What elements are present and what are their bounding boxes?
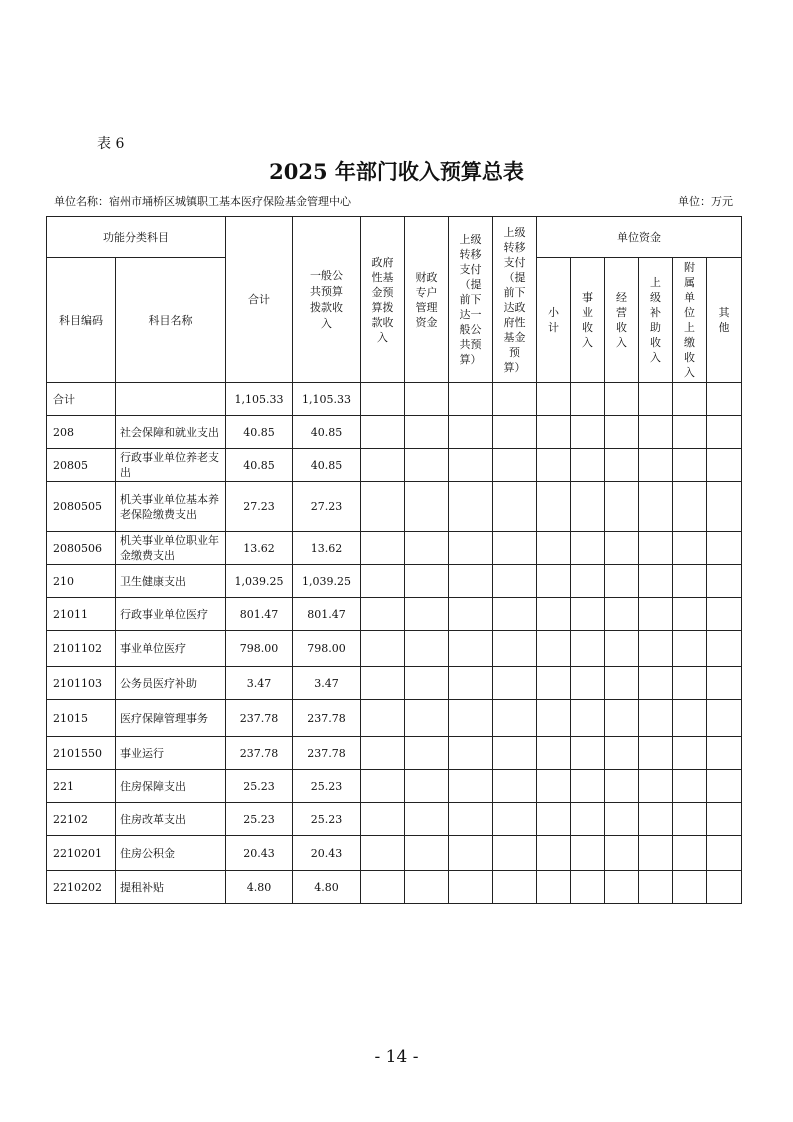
header-general-budget: 一般公共预算拨款收入 bbox=[293, 217, 361, 383]
row-empty-cell bbox=[493, 737, 537, 770]
row-general-budget: 3.47 bbox=[293, 667, 361, 700]
row-empty-cell bbox=[571, 737, 605, 770]
row-empty-cell bbox=[493, 631, 537, 667]
row-empty-cell bbox=[361, 871, 405, 904]
header-total: 合计 bbox=[226, 217, 293, 383]
row-code: 210 bbox=[47, 565, 116, 598]
row-empty-cell bbox=[493, 598, 537, 631]
header-func-category: 功能分类科目 bbox=[47, 217, 226, 258]
row-empty-cell bbox=[405, 700, 449, 737]
row-empty-cell bbox=[707, 700, 742, 737]
row-empty-cell bbox=[493, 449, 537, 482]
row-general-budget: 25.23 bbox=[293, 803, 361, 836]
row-empty-cell bbox=[605, 383, 639, 416]
row-empty-cell bbox=[639, 631, 673, 667]
row-empty-cell bbox=[571, 770, 605, 803]
row-name: 事业单位医疗 bbox=[116, 631, 226, 667]
row-empty-cell bbox=[493, 482, 537, 532]
table-row bbox=[47, 532, 742, 565]
table-number: 表 6 bbox=[97, 136, 125, 152]
row-name: 医疗保障管理事务 bbox=[116, 700, 226, 737]
row-empty-cell bbox=[571, 532, 605, 565]
table-row bbox=[47, 871, 742, 904]
row-empty-cell bbox=[361, 700, 405, 737]
row-total: 40.85 bbox=[226, 416, 293, 449]
row-empty-cell bbox=[449, 871, 493, 904]
row-code: 21015 bbox=[47, 700, 116, 737]
row-empty-cell bbox=[571, 416, 605, 449]
row-general-budget: 1,039.25 bbox=[293, 565, 361, 598]
row-empty-cell bbox=[405, 770, 449, 803]
unit-label: 单位：万元 bbox=[678, 195, 733, 208]
table-row bbox=[47, 700, 742, 737]
row-total: 237.78 bbox=[226, 700, 293, 737]
row-empty-cell bbox=[571, 383, 605, 416]
table-row bbox=[47, 416, 742, 449]
row-empty-cell bbox=[605, 631, 639, 667]
row-empty-cell bbox=[673, 482, 707, 532]
row-empty-cell bbox=[449, 737, 493, 770]
header-special-fund: 财政专户管理资金 bbox=[405, 217, 449, 383]
row-empty-cell bbox=[673, 416, 707, 449]
row-empty-cell bbox=[537, 532, 571, 565]
row-empty-cell bbox=[449, 700, 493, 737]
row-empty-cell bbox=[605, 803, 639, 836]
row-total: 20.43 bbox=[226, 836, 293, 871]
row-empty-cell bbox=[537, 803, 571, 836]
row-empty-cell bbox=[361, 532, 405, 565]
row-empty-cell bbox=[361, 631, 405, 667]
row-total: 25.23 bbox=[226, 803, 293, 836]
row-empty-cell bbox=[605, 532, 639, 565]
row-empty-cell bbox=[639, 667, 673, 700]
row-empty-cell bbox=[639, 871, 673, 904]
row-empty-cell bbox=[639, 482, 673, 532]
header-transfer-fund: 上级转移支付（提前下达政府性基金预算） bbox=[493, 217, 537, 383]
row-empty-cell bbox=[673, 836, 707, 871]
row-empty-cell bbox=[707, 532, 742, 565]
row-total: 1,039.25 bbox=[226, 565, 293, 598]
row-empty-cell bbox=[639, 737, 673, 770]
row-empty-cell bbox=[493, 667, 537, 700]
row-name: 公务员医疗补助 bbox=[116, 667, 226, 700]
row-empty-cell bbox=[493, 565, 537, 598]
header-gov-fund: 政府性基金预算拨款收入 bbox=[361, 217, 405, 383]
row-code: 2080505 bbox=[47, 482, 116, 532]
row-empty-cell bbox=[405, 383, 449, 416]
row-general-budget: 13.62 bbox=[293, 532, 361, 565]
row-empty-cell bbox=[361, 598, 405, 631]
row-empty-cell bbox=[605, 700, 639, 737]
row-empty-cell bbox=[707, 416, 742, 449]
row-empty-cell bbox=[571, 449, 605, 482]
row-empty-cell bbox=[405, 416, 449, 449]
row-total: 3.47 bbox=[226, 667, 293, 700]
row-empty-cell bbox=[639, 416, 673, 449]
row-empty-cell bbox=[639, 770, 673, 803]
header-subtotal: 小计 bbox=[537, 258, 571, 383]
row-empty-cell bbox=[605, 836, 639, 871]
row-empty-cell bbox=[449, 383, 493, 416]
row-empty-cell bbox=[493, 416, 537, 449]
row-code: 20805 bbox=[47, 449, 116, 482]
row-empty-cell bbox=[707, 871, 742, 904]
row-total: 27.23 bbox=[226, 482, 293, 532]
row-empty-cell bbox=[605, 737, 639, 770]
header-transfer-general: 上级转移支付（提前下达一般公共预算） bbox=[449, 217, 493, 383]
table-row bbox=[47, 803, 742, 836]
row-name: 提租补贴 bbox=[116, 871, 226, 904]
row-empty-cell bbox=[361, 803, 405, 836]
row-empty-cell bbox=[493, 700, 537, 737]
row-empty-cell bbox=[707, 667, 742, 700]
row-empty-cell bbox=[673, 737, 707, 770]
row-name: 卫生健康支出 bbox=[116, 565, 226, 598]
row-empty-cell bbox=[405, 631, 449, 667]
row-name: 机关事业单位基本养老保险缴费支出 bbox=[116, 482, 226, 532]
row-empty-cell bbox=[571, 482, 605, 532]
row-general-budget: 1,105.33 bbox=[293, 383, 361, 416]
row-empty-cell bbox=[493, 383, 537, 416]
row-empty-cell bbox=[361, 383, 405, 416]
header-code: 科目编码 bbox=[47, 258, 116, 383]
row-empty-cell bbox=[571, 836, 605, 871]
row-empty-cell bbox=[707, 449, 742, 482]
row-empty-cell bbox=[449, 803, 493, 836]
table-row bbox=[47, 631, 742, 667]
row-empty-cell bbox=[707, 737, 742, 770]
page-title: 2025 年部门收入预算总表 bbox=[269, 159, 524, 184]
row-empty-cell bbox=[571, 631, 605, 667]
row-empty-cell bbox=[537, 770, 571, 803]
row-empty-cell bbox=[673, 532, 707, 565]
row-total: 798.00 bbox=[226, 631, 293, 667]
table-row bbox=[47, 737, 742, 770]
row-name: 机关事业单位职业年金缴费支出 bbox=[116, 532, 226, 565]
row-empty-cell bbox=[361, 836, 405, 871]
row-empty-cell bbox=[361, 737, 405, 770]
row-name: 行政事业单位医疗 bbox=[116, 598, 226, 631]
row-empty-cell bbox=[405, 532, 449, 565]
table-row bbox=[47, 598, 742, 631]
header-name: 科目名称 bbox=[116, 258, 226, 383]
table-row bbox=[47, 667, 742, 700]
row-code: 208 bbox=[47, 416, 116, 449]
row-empty-cell bbox=[571, 598, 605, 631]
row-empty-cell bbox=[537, 482, 571, 532]
header-subsidy-income: 上级补助收入 bbox=[639, 258, 673, 383]
row-empty-cell bbox=[707, 482, 742, 532]
row-empty-cell bbox=[449, 532, 493, 565]
row-empty-cell bbox=[361, 667, 405, 700]
row-general-budget: 798.00 bbox=[293, 631, 361, 667]
row-empty-cell bbox=[639, 836, 673, 871]
row-empty-cell bbox=[449, 449, 493, 482]
row-general-budget: 237.78 bbox=[293, 737, 361, 770]
row-empty-cell bbox=[605, 416, 639, 449]
row-empty-cell bbox=[673, 565, 707, 598]
row-empty-cell bbox=[449, 631, 493, 667]
row-general-budget: 40.85 bbox=[293, 416, 361, 449]
row-code: 21011 bbox=[47, 598, 116, 631]
row-name: 住房保障支出 bbox=[116, 770, 226, 803]
unit-name: 单位名称：宿州市埇桥区城镇职工基本医疗保险基金管理中心 bbox=[54, 195, 351, 208]
row-empty-cell bbox=[493, 532, 537, 565]
row-name: 社会保障和就业支出 bbox=[116, 416, 226, 449]
row-empty-cell bbox=[707, 383, 742, 416]
row-empty-cell bbox=[405, 871, 449, 904]
row-empty-cell bbox=[361, 770, 405, 803]
table-row bbox=[47, 482, 742, 532]
row-empty-cell bbox=[537, 598, 571, 631]
row-code: 2210201 bbox=[47, 836, 116, 871]
row-empty-cell bbox=[537, 631, 571, 667]
row-total: 4.80 bbox=[226, 871, 293, 904]
row-general-budget: 801.47 bbox=[293, 598, 361, 631]
row-empty-cell bbox=[405, 667, 449, 700]
row-total: 25.23 bbox=[226, 770, 293, 803]
row-general-budget: 4.80 bbox=[293, 871, 361, 904]
row-empty-cell bbox=[449, 770, 493, 803]
row-empty-cell bbox=[639, 449, 673, 482]
row-code: 221 bbox=[47, 770, 116, 803]
row-empty-cell bbox=[673, 871, 707, 904]
row-empty-cell bbox=[537, 871, 571, 904]
row-empty-cell bbox=[493, 871, 537, 904]
row-empty-cell bbox=[449, 482, 493, 532]
row-empty-cell bbox=[405, 449, 449, 482]
row-code: 2101102 bbox=[47, 631, 116, 667]
row-empty-cell bbox=[405, 836, 449, 871]
row-empty-cell bbox=[449, 598, 493, 631]
row-empty-cell bbox=[537, 565, 571, 598]
row-general-budget: 237.78 bbox=[293, 700, 361, 737]
row-code: 2210202 bbox=[47, 871, 116, 904]
row-empty-cell bbox=[405, 737, 449, 770]
row-empty-cell bbox=[639, 383, 673, 416]
table-row bbox=[47, 449, 742, 482]
header-other: 其他 bbox=[707, 258, 742, 383]
row-empty-cell bbox=[639, 803, 673, 836]
row-empty-cell bbox=[537, 667, 571, 700]
header-operating-income: 经营收入 bbox=[605, 258, 639, 383]
row-empty-cell bbox=[605, 598, 639, 631]
row-empty-cell bbox=[673, 598, 707, 631]
row-empty-cell bbox=[673, 449, 707, 482]
row-empty-cell bbox=[449, 836, 493, 871]
row-general-budget: 27.23 bbox=[293, 482, 361, 532]
row-name: 行政事业单位养老支出 bbox=[116, 449, 226, 482]
row-empty-cell bbox=[537, 416, 571, 449]
row-empty-cell bbox=[639, 565, 673, 598]
row-empty-cell bbox=[571, 700, 605, 737]
row-empty-cell bbox=[537, 449, 571, 482]
row-empty-cell bbox=[673, 700, 707, 737]
header-affiliated-income: 附属单位上缴收入 bbox=[673, 258, 707, 383]
header-business-income: 事业收入 bbox=[571, 258, 605, 383]
row-name: 住房改革支出 bbox=[116, 803, 226, 836]
row-empty-cell bbox=[449, 565, 493, 598]
row-code: 22102 bbox=[47, 803, 116, 836]
row-total: 237.78 bbox=[226, 737, 293, 770]
row-empty-cell bbox=[605, 482, 639, 532]
row-empty-cell bbox=[673, 667, 707, 700]
row-name: 事业运行 bbox=[116, 737, 226, 770]
row-empty-cell bbox=[493, 803, 537, 836]
row-empty-cell bbox=[639, 700, 673, 737]
row-empty-cell bbox=[673, 770, 707, 803]
row-empty-cell bbox=[405, 565, 449, 598]
table-row bbox=[47, 836, 742, 871]
header-unit-funds: 单位资金 bbox=[537, 217, 742, 258]
row-empty-cell bbox=[707, 836, 742, 871]
row-empty-cell bbox=[673, 631, 707, 667]
row-empty-cell bbox=[605, 770, 639, 803]
table-row bbox=[47, 770, 742, 803]
row-general-budget: 25.23 bbox=[293, 770, 361, 803]
row-empty-cell bbox=[537, 383, 571, 416]
row-empty-cell bbox=[405, 598, 449, 631]
row-empty-cell bbox=[537, 737, 571, 770]
row-empty-cell bbox=[605, 667, 639, 700]
row-empty-cell bbox=[493, 770, 537, 803]
row-total: 801.47 bbox=[226, 598, 293, 631]
row-name: 住房公积金 bbox=[116, 836, 226, 871]
row-empty-cell bbox=[605, 449, 639, 482]
row-code: 合计 bbox=[47, 383, 116, 416]
row-empty-cell bbox=[571, 803, 605, 836]
page-number: - 14 - bbox=[374, 1047, 419, 1067]
budget-table bbox=[46, 216, 742, 904]
row-empty-cell bbox=[449, 416, 493, 449]
row-empty-cell bbox=[707, 631, 742, 667]
row-empty-cell bbox=[361, 449, 405, 482]
row-empty-cell bbox=[405, 803, 449, 836]
row-empty-cell bbox=[707, 770, 742, 803]
row-empty-cell bbox=[361, 565, 405, 598]
row-empty-cell bbox=[707, 598, 742, 631]
table-row bbox=[47, 565, 742, 598]
row-empty-cell bbox=[361, 416, 405, 449]
row-total: 1,105.33 bbox=[226, 383, 293, 416]
row-empty-cell bbox=[537, 700, 571, 737]
row-empty-cell bbox=[707, 565, 742, 598]
row-code: 2101550 bbox=[47, 737, 116, 770]
row-total: 13.62 bbox=[226, 532, 293, 565]
row-empty-cell bbox=[639, 532, 673, 565]
row-code: 2101103 bbox=[47, 667, 116, 700]
row-empty-cell bbox=[673, 383, 707, 416]
row-general-budget: 20.43 bbox=[293, 836, 361, 871]
table-row bbox=[47, 383, 742, 416]
row-code: 2080506 bbox=[47, 532, 116, 565]
row-empty-cell bbox=[493, 836, 537, 871]
row-empty-cell bbox=[571, 667, 605, 700]
row-empty-cell bbox=[571, 565, 605, 598]
row-empty-cell bbox=[639, 598, 673, 631]
row-name bbox=[116, 383, 226, 416]
row-general-budget: 40.85 bbox=[293, 449, 361, 482]
row-empty-cell bbox=[571, 871, 605, 904]
row-empty-cell bbox=[405, 482, 449, 532]
row-empty-cell bbox=[707, 803, 742, 836]
row-empty-cell bbox=[605, 871, 639, 904]
row-empty-cell bbox=[537, 836, 571, 871]
row-empty-cell bbox=[449, 667, 493, 700]
row-empty-cell bbox=[673, 803, 707, 836]
row-total: 40.85 bbox=[226, 449, 293, 482]
row-empty-cell bbox=[605, 565, 639, 598]
row-empty-cell bbox=[361, 482, 405, 532]
